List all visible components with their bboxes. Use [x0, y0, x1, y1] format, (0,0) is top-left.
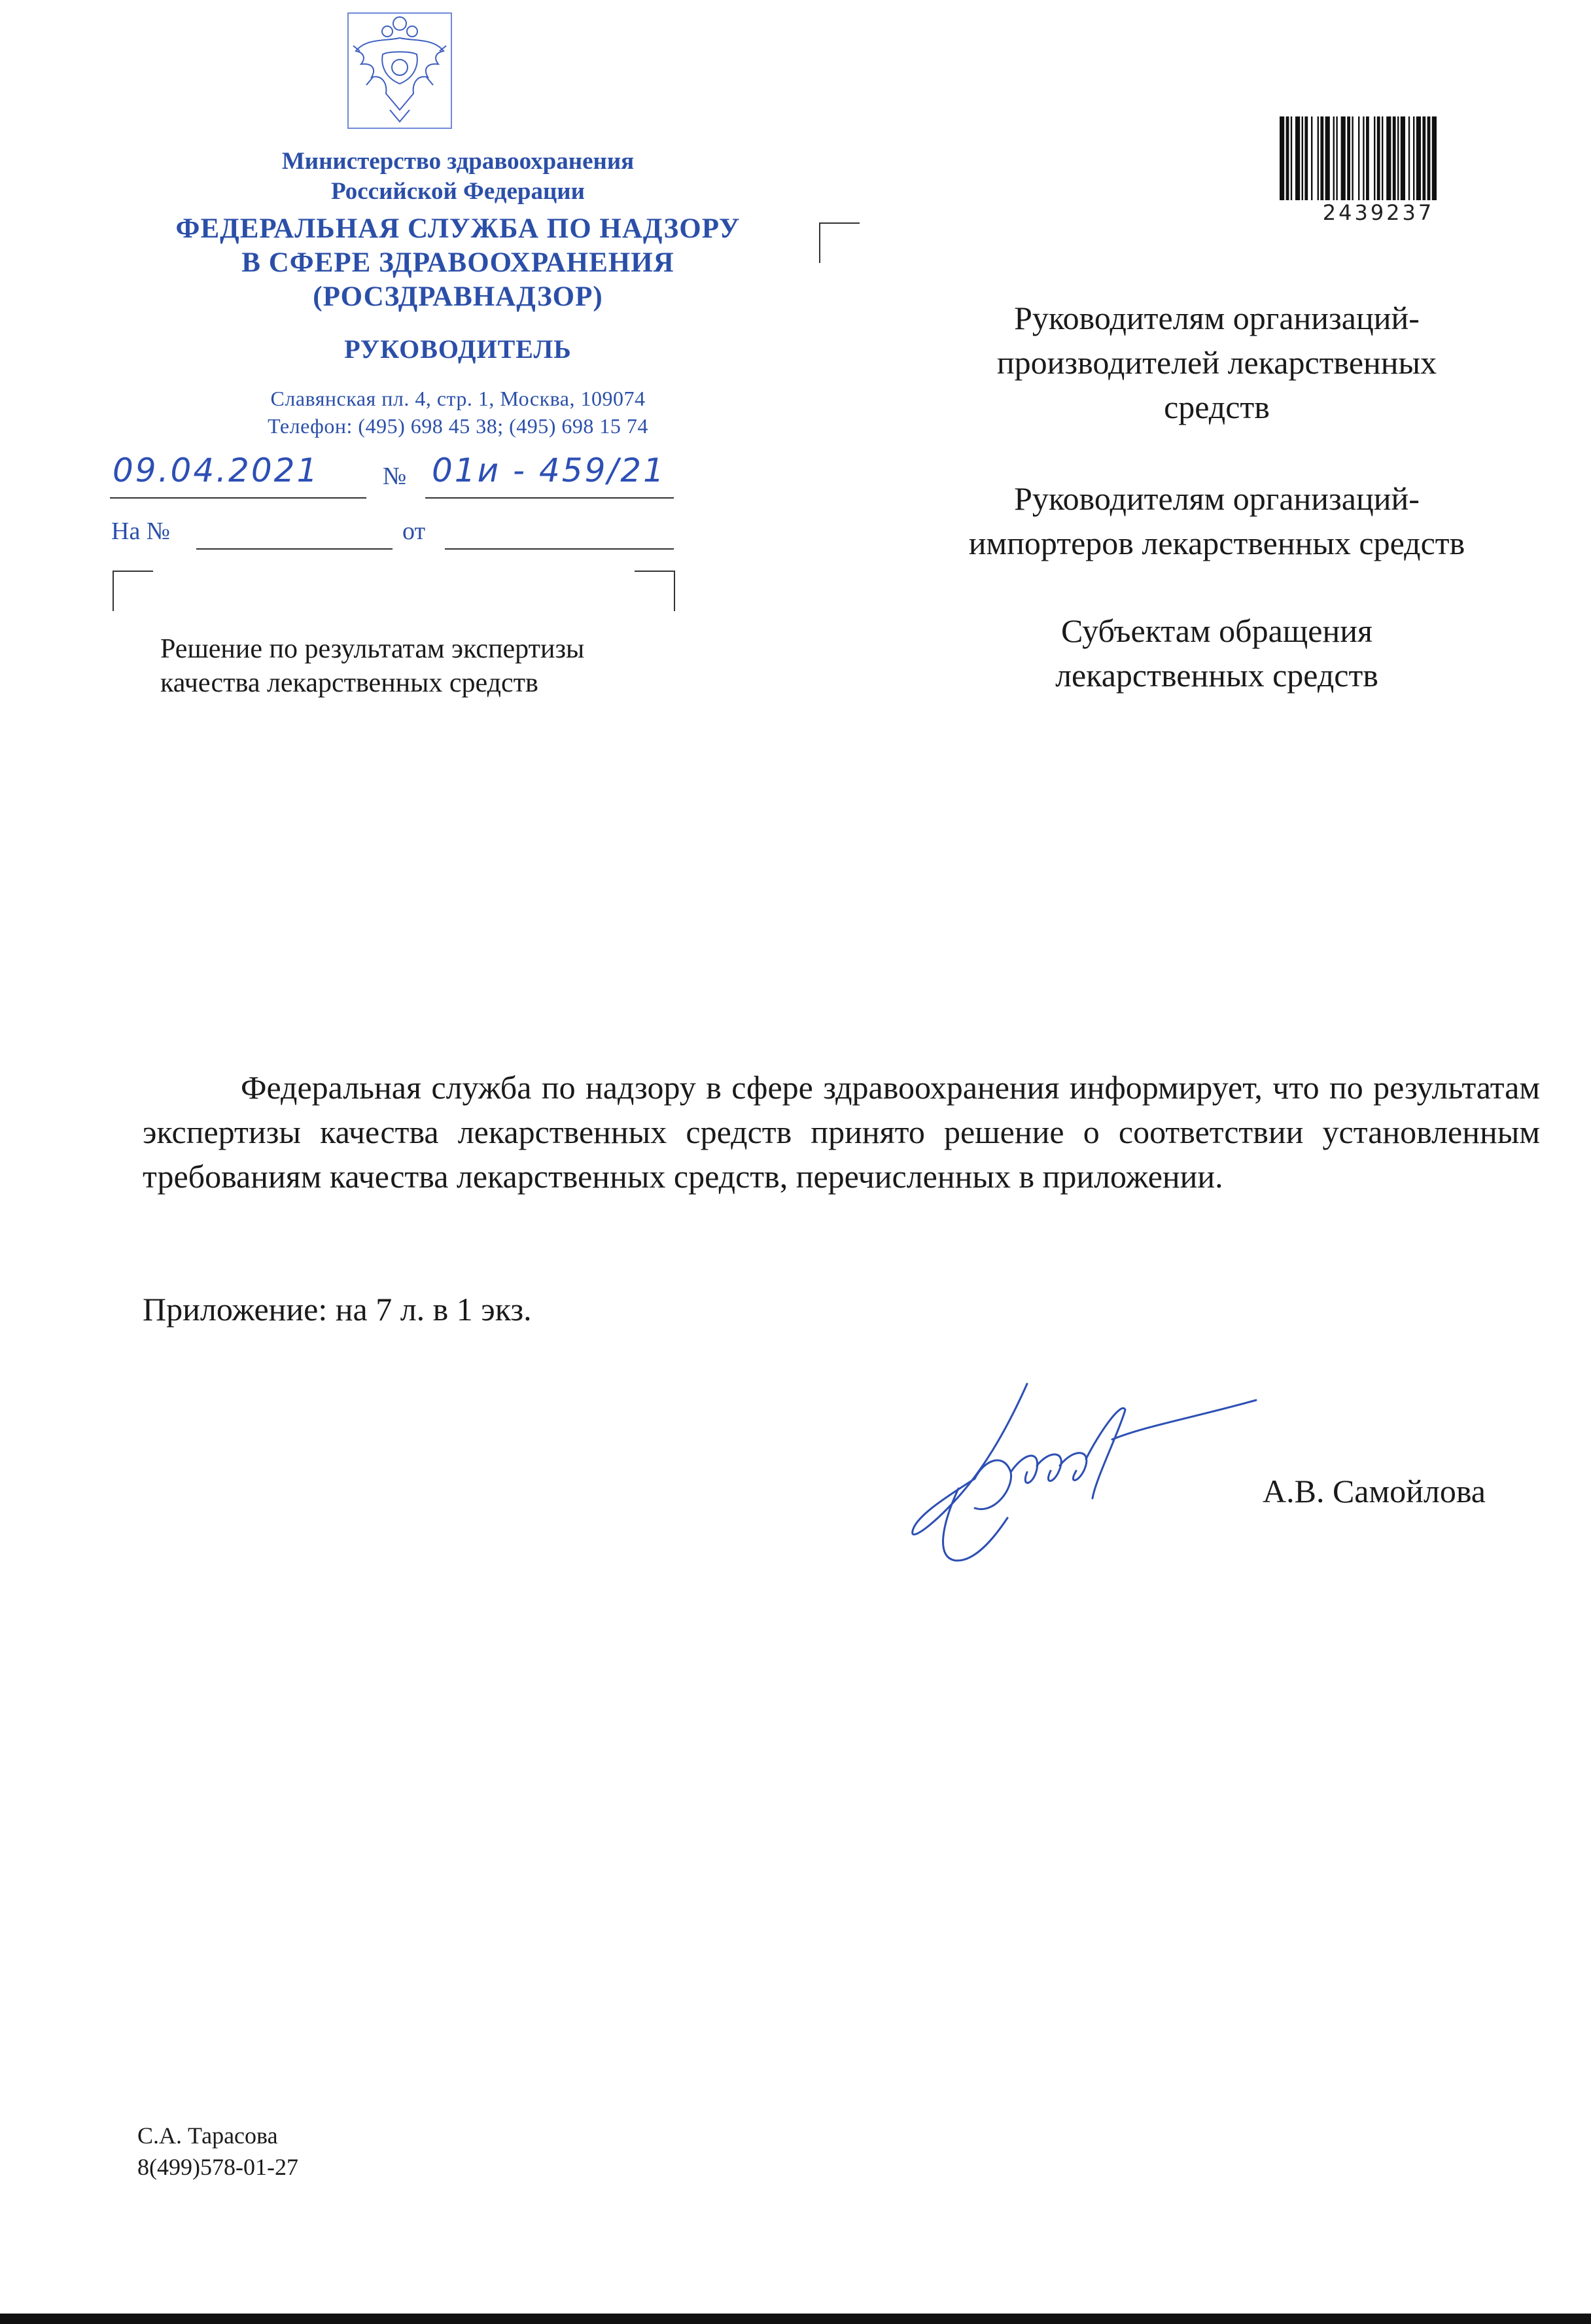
barcode-bar [1320, 116, 1323, 200]
barcode-bar [1401, 116, 1405, 200]
barcode-bar [1280, 116, 1284, 200]
recipient-1 [890, 296, 1544, 429]
barcode-bar [1358, 116, 1359, 200]
scan-edge [0, 2314, 1591, 2324]
recipient-2 [890, 476, 1544, 565]
recipient-line: средств [1164, 389, 1270, 425]
subject [160, 632, 749, 700]
recipient-line: Руководителям организаций- [1014, 480, 1420, 517]
ministry-name [105, 147, 811, 207]
executor-phone: 8(499)578-01-27 [137, 2154, 298, 2180]
barcode-bar [1286, 116, 1289, 200]
barcode-bar [1427, 116, 1431, 200]
barcode-bar [1295, 116, 1300, 200]
barcode-bar [1408, 116, 1410, 200]
barcode-bar [1304, 116, 1308, 200]
handwritten-signature [896, 1374, 1263, 1577]
barcode-bar [1386, 116, 1391, 200]
ministry-line-2: Российской Федерации [331, 178, 585, 205]
phone: Телефон: (495) 698 45 38; (495) 698 15 74 [268, 414, 648, 438]
service-line-3: (РОСЗДРАВНАДЗОР) [313, 281, 603, 312]
recipient-line: импортеров лекарственных средств [968, 525, 1465, 561]
barcode-bar [1377, 116, 1380, 200]
barcode-bar [1302, 116, 1303, 200]
recipient-line: производителей лекарственных [996, 344, 1437, 381]
barcode-bar [1291, 116, 1292, 200]
registration-date: 09.04.2021 [113, 451, 320, 489]
barcode-bar [1363, 116, 1364, 200]
recipient-line: Руководителям организаций- [1014, 300, 1420, 336]
contact-block [105, 385, 811, 440]
executor-name: С.А. Тарасова [137, 2122, 278, 2149]
recipient-line: Субъектам обращения [1061, 612, 1372, 649]
barcode-bar [1341, 116, 1346, 200]
service-line-1: ФЕДЕРАЛЬНАЯ СЛУЖБА ПО НАДЗОРУ [175, 213, 741, 244]
barcode-bar [1397, 116, 1399, 200]
barcode-bar [1422, 116, 1425, 200]
barcode-bar [1416, 116, 1421, 200]
recipient-line: лекарственных средств [1055, 657, 1378, 694]
ministry-line-1: Министерство здравоохранения [281, 148, 635, 175]
coat-of-arms-icon [347, 12, 453, 130]
from-label: от [402, 518, 426, 545]
subject-line-1: Решение по результатам экспертизы [160, 634, 585, 664]
attachment-note: Приложение: на 7 л. в 1 экз. [143, 1291, 532, 1328]
service-line-2: В СФЕРЕ ЗДРАВООХРАНЕНИЯ [241, 247, 674, 278]
corner-mark [113, 571, 153, 611]
recipient-3 [890, 608, 1544, 697]
barcode-bar [1347, 116, 1350, 200]
number-label: № [383, 463, 407, 490]
service-name [105, 212, 811, 314]
barcode-bar [1382, 116, 1383, 200]
barcode-bar [1413, 116, 1414, 200]
barcode-bar [1393, 116, 1396, 200]
barcode-number: 2439237 [1322, 200, 1435, 225]
barcode-bar [1325, 116, 1330, 200]
barcode-bar [1311, 116, 1312, 200]
in-reply-label: На № [111, 518, 171, 545]
barcode-bar [1374, 116, 1375, 200]
signer-name: А.В. Самойлова [1263, 1473, 1486, 1509]
body-paragraph: Федеральная служба по надзору в сфере здравоохранения информирует, что по результатам экспертизы качества лекарственных средств принято решение о соответствии установленным требованиям качества лекарственных средств, перечисленных в приложении. [143, 1069, 1540, 1195]
barcode-bar [1352, 116, 1353, 200]
subject-line-2: качества лекарственных средств [160, 668, 538, 698]
corner-mark [635, 571, 675, 611]
registration-number: 01и - 459/21 [432, 451, 666, 489]
corner-mark [819, 222, 860, 263]
head-title: РУКОВОДИТЕЛЬ [344, 334, 572, 364]
barcode-bar [1318, 116, 1319, 200]
barcode-bar [1432, 116, 1437, 200]
address: Славянская пл. 4, стр. 1, Москва, 109074 [270, 387, 646, 410]
barcode-bar [1336, 116, 1337, 200]
barcode [1280, 116, 1477, 202]
barcode-bar [1366, 116, 1369, 200]
executor-block [137, 2120, 298, 2183]
barcode-bar [1333, 116, 1335, 200]
